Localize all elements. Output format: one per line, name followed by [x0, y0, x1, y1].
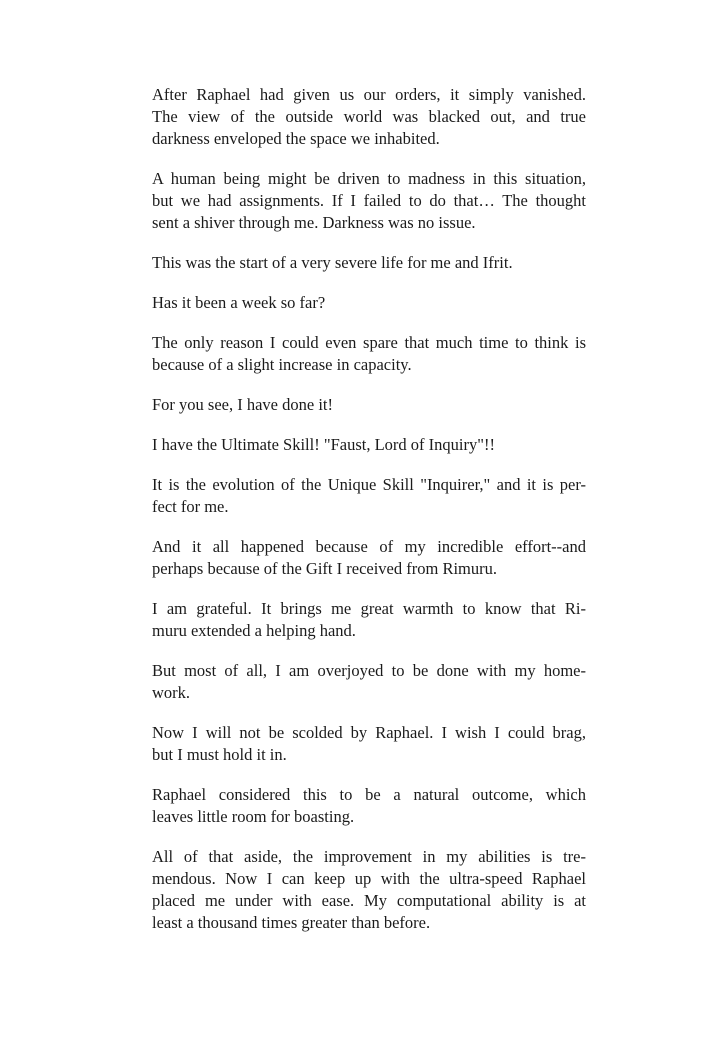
- text-line: Now I will not be scolded by Raphael. I wish I could brag,: [152, 723, 586, 742]
- paragraph: [152, 332, 586, 376]
- text-line: But most of all, I am overjoyed to be done with my home-: [152, 661, 586, 680]
- text-line: Raphael considered this to be a natural outcome, which: [152, 785, 586, 804]
- text-line: but we had assignments. If I failed to do that… The thought: [152, 191, 586, 210]
- text-line: muru extended a helping hand.: [152, 621, 356, 640]
- paragraph: [152, 474, 586, 518]
- page-text: [152, 84, 586, 952]
- text-line: mendous. Now I can keep up with the ultra-speed Raphael: [152, 869, 586, 888]
- paragraph: [152, 598, 586, 642]
- text-line: darkness enveloped the space we inhabited.: [152, 129, 440, 148]
- text-line: sent a shiver through me. Darkness was no issue.: [152, 213, 476, 232]
- text-line: All of that aside, the improvement in my abilities is tre-: [152, 847, 586, 866]
- text-line: perhaps because of the Gift I received from Rimuru.: [152, 559, 497, 578]
- paragraph: [152, 434, 586, 456]
- paragraph: [152, 292, 586, 314]
- text-line: And it all happened because of my incredible effort--and: [152, 537, 586, 556]
- paragraph: [152, 84, 586, 150]
- text-line: but I must hold it in.: [152, 745, 287, 764]
- text-line: It is the evolution of the Unique Skill "Inquirer," and it is per-: [152, 475, 586, 494]
- text-line: Has it been a week so far?: [152, 293, 326, 312]
- text-line: A human being might be driven to madness in this situation,: [152, 169, 586, 188]
- text-line: The only reason I could even spare that much time to think is: [152, 333, 586, 352]
- text-line: After Raphael had given us our orders, it simply vanished.: [152, 85, 586, 104]
- paragraph: [152, 394, 586, 416]
- text-line: leaves little room for boasting.: [152, 807, 355, 826]
- text-line: because of a slight increase in capacity.: [152, 355, 412, 374]
- text-line: I am grateful. It brings me great warmth to know that Ri-: [152, 599, 586, 618]
- paragraph: [152, 536, 586, 580]
- text-line: This was the start of a very severe life for me and Ifrit.: [152, 253, 513, 272]
- text-line: I have the Ultimate Skill! "Faust, Lord of Inquiry"!!: [152, 435, 495, 454]
- text-line: least a thousand times greater than before.: [152, 913, 431, 932]
- paragraph: [152, 660, 586, 704]
- paragraph: [152, 168, 586, 234]
- paragraph: [152, 784, 586, 828]
- paragraph: [152, 722, 586, 766]
- paragraph: [152, 252, 586, 274]
- paragraph: [152, 846, 586, 934]
- text-line: work.: [152, 683, 191, 702]
- text-line: The view of the outside world was blacked out, and true: [152, 107, 586, 126]
- text-line: For you see, I have done it!: [152, 395, 333, 414]
- text-line: placed me under with ease. My computational ability is at: [152, 891, 586, 910]
- text-line: fect for me.: [152, 497, 229, 516]
